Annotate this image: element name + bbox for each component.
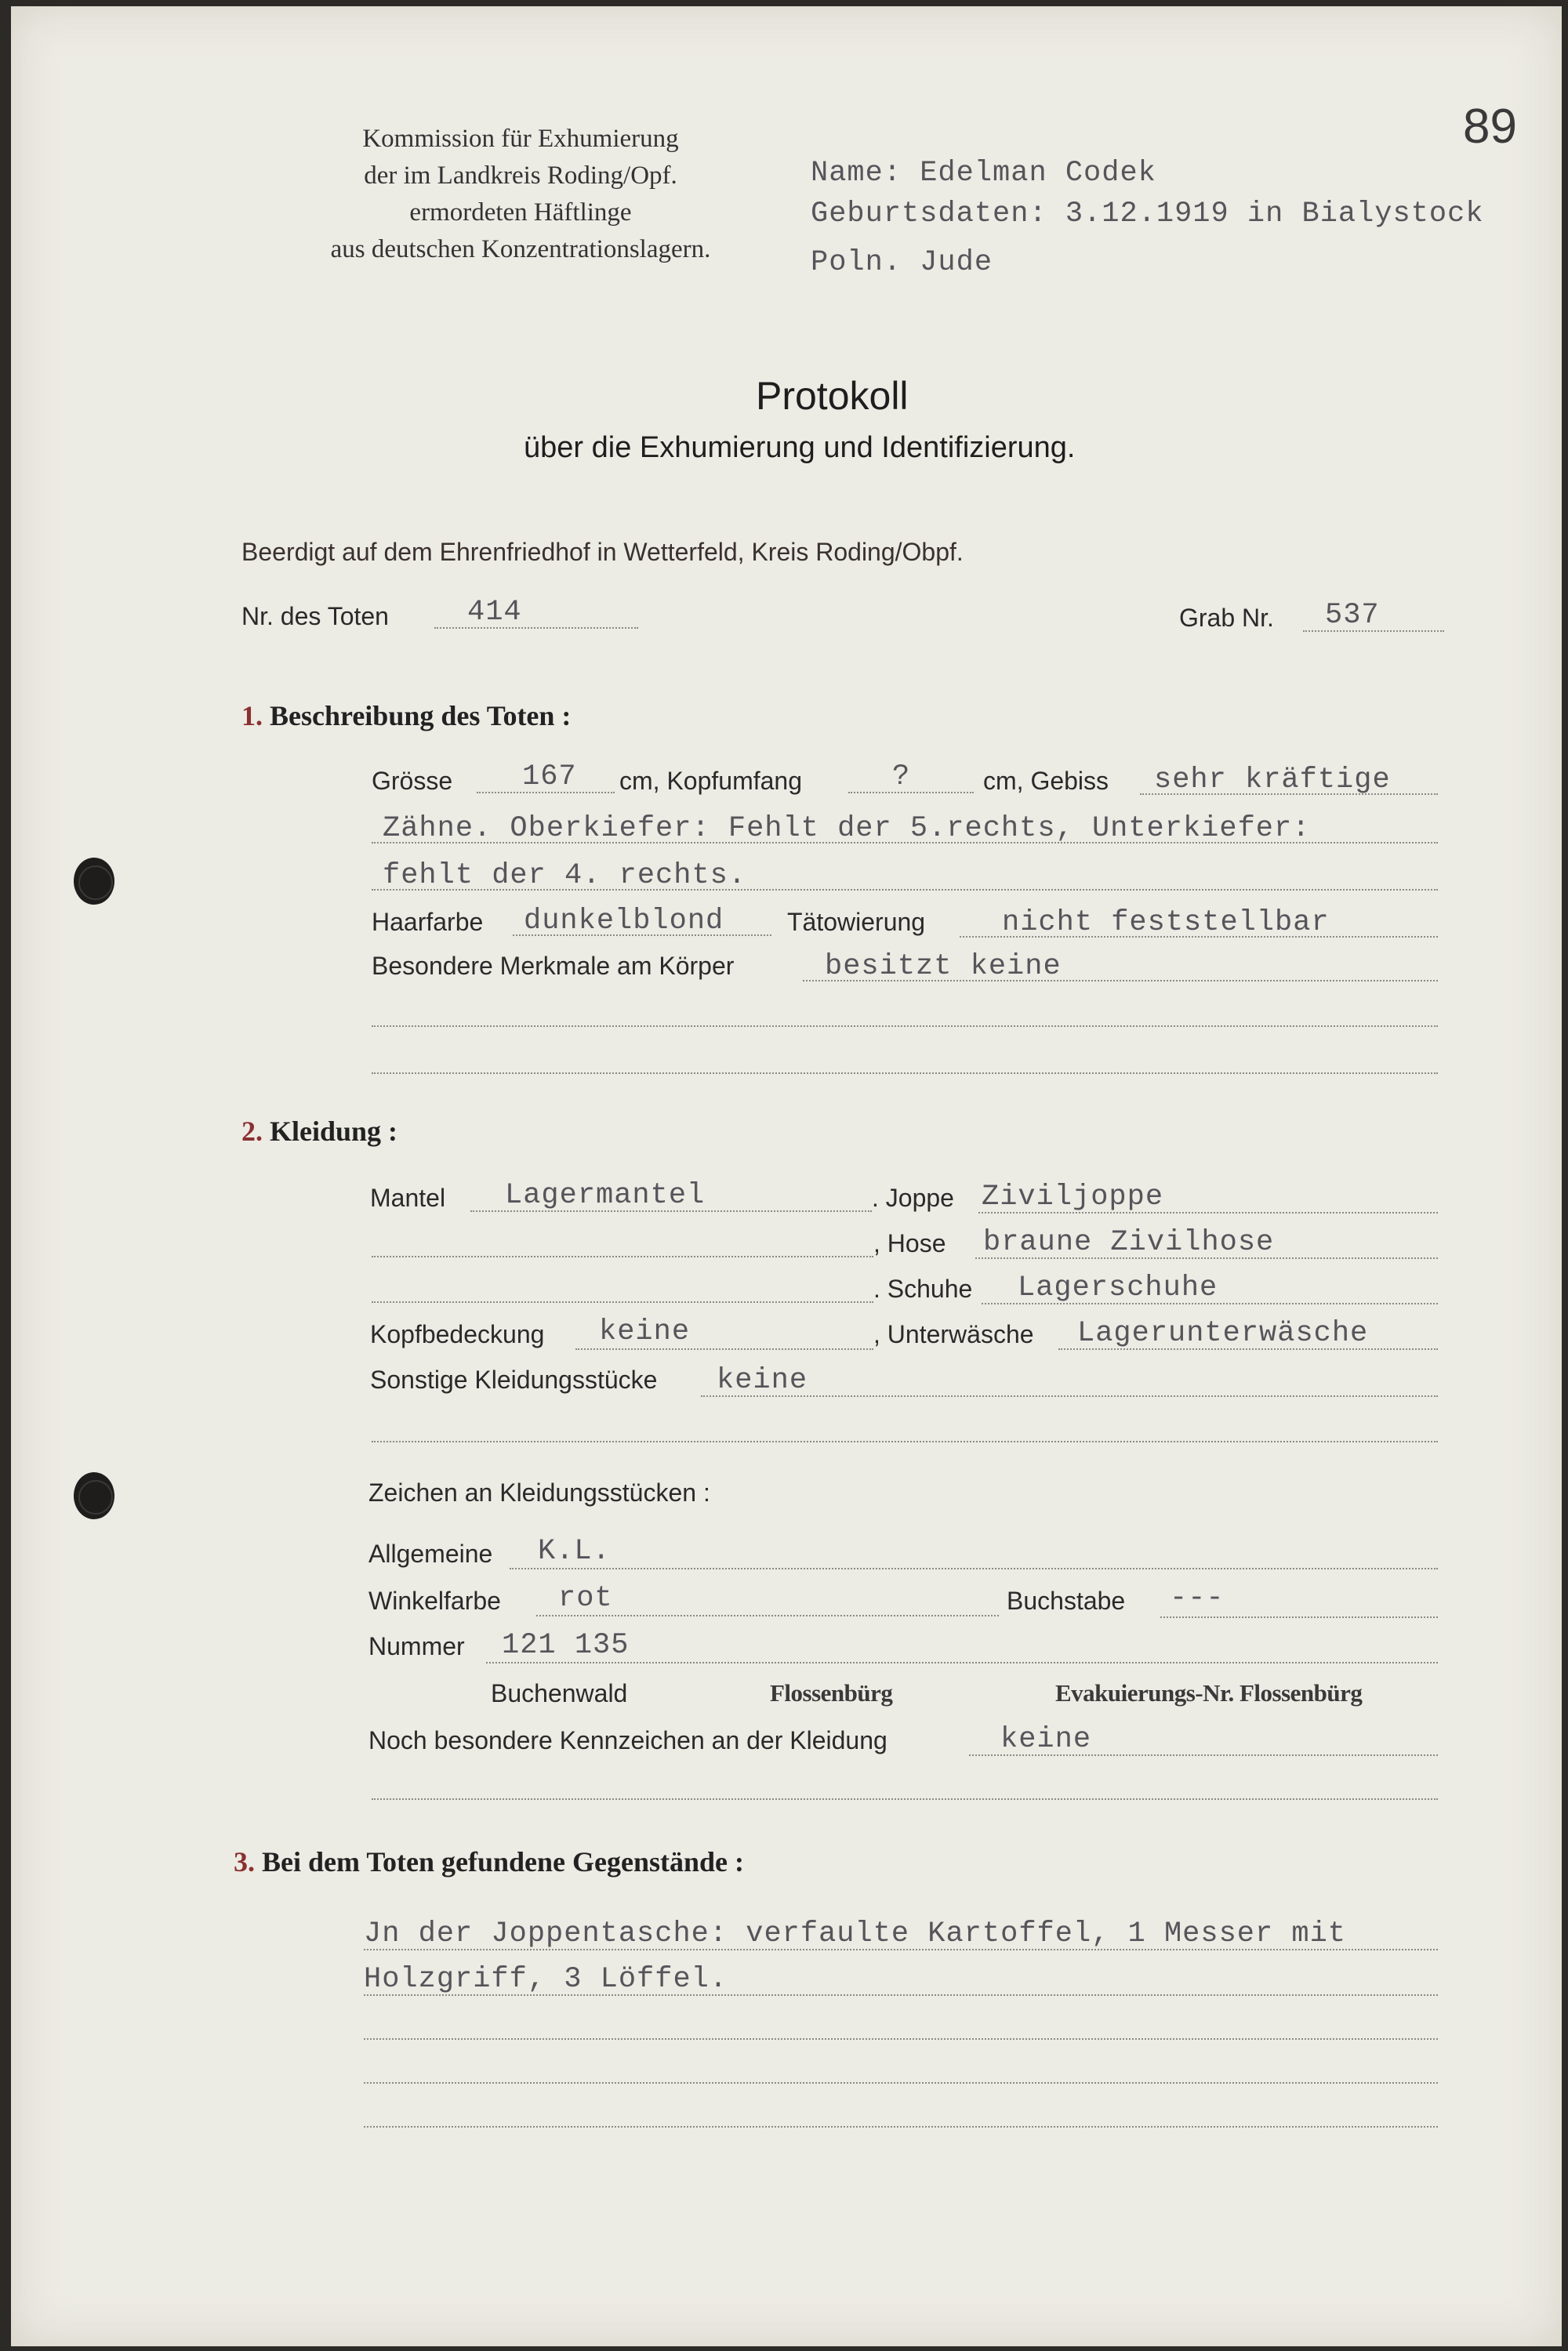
- document-page: [11, 6, 1562, 2346]
- cm-teeth-label: cm, Gebiss: [983, 767, 1109, 795]
- section-2-number: 2.: [241, 1116, 263, 1147]
- hair-label: Haarfarbe: [372, 908, 484, 936]
- empty-line: [364, 2038, 1438, 2040]
- underwear-value: Lagerunterwäsche: [1077, 1317, 1369, 1350]
- other-clothing-value: keine: [717, 1364, 808, 1397]
- empty-line: [372, 1025, 1438, 1027]
- camp-evacuation: Evakuierungs-Nr. Flossenbürg: [1055, 1679, 1363, 1707]
- jacket-value: Ziviljoppe: [982, 1181, 1164, 1214]
- hair-value: dunkelblond: [524, 905, 724, 938]
- punch-hole-bottom: [74, 1472, 114, 1519]
- headwear-label: Kopfbedeckung: [370, 1320, 545, 1348]
- dead-number-line: [434, 627, 638, 629]
- section-1-heading: [241, 699, 571, 732]
- general-value: K.L.: [538, 1535, 611, 1568]
- shoes-label: . Schuhe: [873, 1275, 973, 1303]
- headwear-value: keine: [599, 1315, 691, 1348]
- commission-line: aus deutschen Konzentrationslagern.: [330, 235, 711, 263]
- underwear-label: , Unterwäsche: [873, 1320, 1034, 1348]
- person-name: Name: Edelman Codek: [811, 157, 1156, 190]
- blank-line-2: [372, 1301, 873, 1303]
- punch-hole-top: [74, 858, 114, 905]
- other-clothing-label: Sonstige Kleidungsstücke: [370, 1366, 658, 1394]
- tattoo-value: nicht feststellbar: [1002, 906, 1330, 939]
- number-value: 121 135: [502, 1629, 630, 1662]
- coat-value: Lagermantel: [505, 1179, 706, 1212]
- cm-head-label: cm, Kopfumfang: [619, 767, 802, 795]
- section-2-title: Kleidung :: [270, 1116, 398, 1147]
- dead-number-label: Nr. des Toten: [241, 602, 389, 630]
- empty-line: [364, 2082, 1438, 2084]
- teeth-cont-1: Zähne. Oberkiefer: Fehlt der 5.rechts, Unterkiefer:: [383, 812, 1311, 845]
- burial-line: Beerdigt auf dem Ehrenfriedhof in Wetterfeld, Kreis Roding/Obpf.: [241, 538, 964, 566]
- section-3-heading: [234, 1845, 744, 1878]
- letter-label: Buchstabe: [1007, 1587, 1126, 1615]
- general-line: [510, 1568, 1438, 1569]
- letter-line: [1160, 1616, 1438, 1618]
- jacket-label: . Joppe: [872, 1184, 954, 1212]
- trousers-label: , Hose: [873, 1229, 946, 1257]
- teeth-cont-2: fehlt der 4. rechts.: [383, 859, 747, 892]
- camp-buchenwald: Buchenwald: [491, 1679, 628, 1707]
- section-1-number: 1.: [241, 700, 263, 731]
- section-1-title: Beschreibung des Toten :: [270, 700, 572, 731]
- blank-line-1: [372, 1256, 873, 1257]
- shoes-value: Lagerschuhe: [1018, 1272, 1218, 1304]
- grave-number-label: Grab Nr.: [1179, 604, 1274, 632]
- body-marks-label: Besondere Merkmale am Körper: [372, 952, 735, 980]
- height-label: Grösse: [372, 767, 453, 795]
- items-text-2: Holzgriff, 3 Löffel.: [364, 1963, 728, 1996]
- other-clothing-line: [701, 1395, 1438, 1397]
- section-3-title: Bei dem Toten gefundene Gegenstände :: [262, 1846, 745, 1878]
- empty-line: [372, 1072, 1438, 1074]
- trousers-value: braune Zivilhose: [983, 1226, 1275, 1259]
- triangle-color-line: [536, 1615, 999, 1616]
- grave-number-value: 537: [1325, 599, 1380, 632]
- section-2-heading: [241, 1115, 397, 1148]
- section-3-number: 3.: [234, 1846, 255, 1878]
- general-label: Allgemeine: [368, 1540, 493, 1568]
- commission-line: ermordeten Häftlinge: [409, 198, 632, 227]
- head-value: ?: [892, 760, 911, 793]
- teeth-value: sehr kräftige: [1154, 764, 1391, 796]
- special-marks-label: Noch besondere Kennzeichen an der Kleidung: [368, 1726, 887, 1754]
- dead-number-value: 414: [467, 596, 522, 629]
- items-text-1: Jn der Joppentasche: verfaulte Kartoffel, 1 Messer mit: [364, 1917, 1346, 1950]
- letter-value: ---: [1170, 1582, 1225, 1615]
- empty-line: [364, 2126, 1438, 2128]
- head-line: [848, 792, 974, 793]
- height-value: 167: [522, 760, 577, 793]
- person-birth: Geburtsdaten: 3.12.1919 in Bialystock: [811, 198, 1484, 230]
- commission-line: der im Landkreis Roding/Opf.: [364, 161, 677, 190]
- coat-label: Mantel: [370, 1184, 446, 1212]
- number-label: Nummer: [368, 1632, 465, 1660]
- special-marks-value: keine: [1000, 1723, 1092, 1756]
- empty-line: [372, 1441, 1438, 1442]
- camp-flossenburg: Flossenbürg: [770, 1679, 893, 1707]
- empty-line: [372, 1798, 1438, 1800]
- person-origin: Poln. Jude: [811, 246, 993, 279]
- commission-line: Kommission für Exhumierung: [362, 125, 679, 153]
- commission-header: [262, 121, 779, 268]
- page-number: 89: [1463, 100, 1517, 154]
- triangle-color-value: rot: [558, 1582, 613, 1615]
- clothing-marks-heading: Zeichen an Kleidungsstücken :: [368, 1478, 710, 1507]
- triangle-color-label: Winkelfarbe: [368, 1587, 501, 1615]
- body-marks-value: besitzt keine: [825, 950, 1062, 983]
- page-title: Protokoll: [756, 374, 909, 418]
- page-subtitle: über die Exhumierung und Identifizierung.: [524, 431, 1076, 464]
- headwear-line: [575, 1348, 873, 1350]
- number-line: [486, 1662, 1438, 1663]
- tattoo-label: Tätowierung: [787, 908, 926, 936]
